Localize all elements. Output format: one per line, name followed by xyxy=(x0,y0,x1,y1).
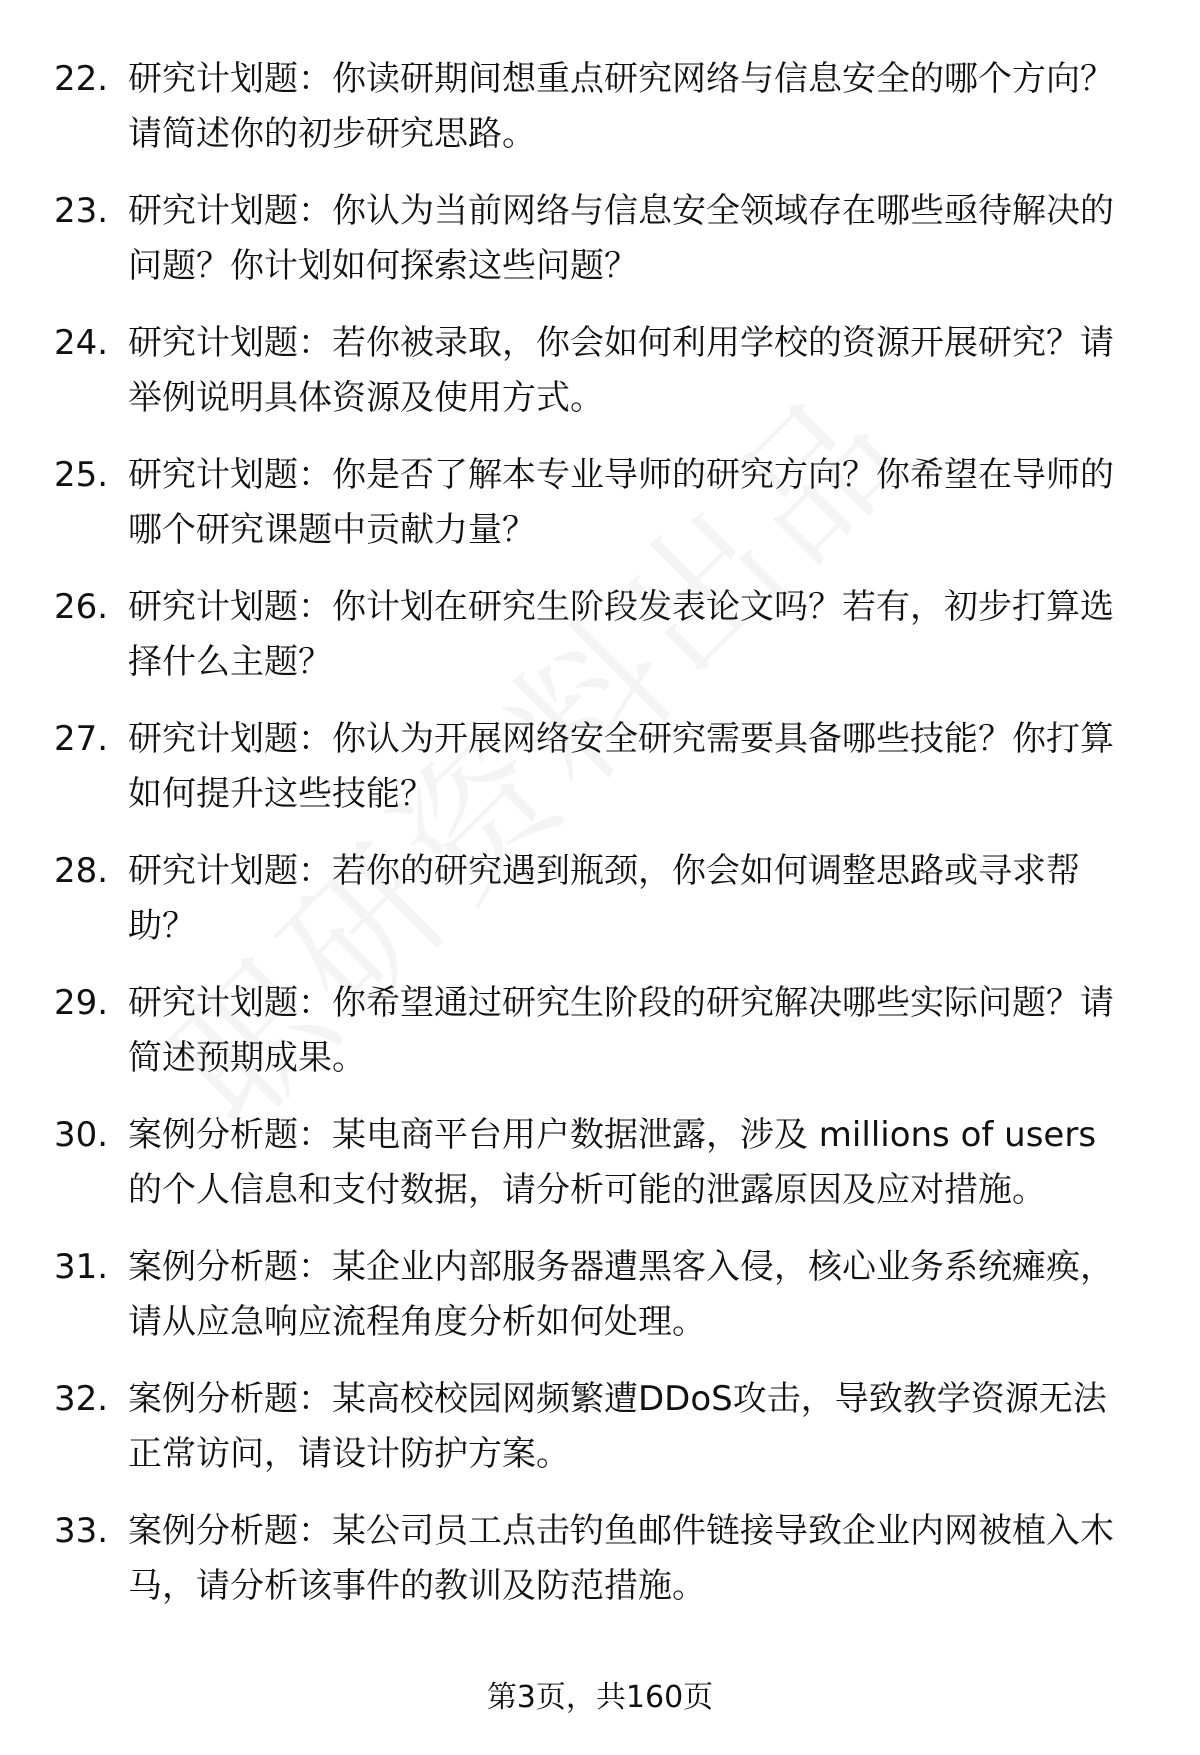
question-number: 24. xyxy=(54,323,109,363)
question-text: 研究计划题：你读研期间想重点研究网络与信息安全的哪个方向？请简述你的初步研究思路。 xyxy=(128,59,1114,154)
question-item xyxy=(0,184,1200,316)
question-item xyxy=(0,448,1200,580)
question-number: 22. xyxy=(54,59,109,99)
question-text: 研究计划题：你希望通过研究生阶段的研究解决哪些实际问题？请简述预期成果。 xyxy=(128,983,1114,1078)
question-item xyxy=(0,52,1200,184)
question-number: 25. xyxy=(54,455,109,495)
question-number: 32. xyxy=(54,1379,109,1419)
question-text: 研究计划题：你认为当前网络与信息安全领域存在哪些亟待解决的问题？你计划如何探索这些问题？ xyxy=(128,191,1114,286)
question-number: 31. xyxy=(54,1247,109,1287)
question-item xyxy=(0,844,1200,976)
page-number-footer: 第3页，共160页 xyxy=(486,1680,714,1715)
question-text: 案例分析题：某高校校园网频繁遭DDoS攻击，导致教学资源无法正常访问，请设计防护方案。 xyxy=(128,1379,1107,1474)
question-item xyxy=(0,1504,1200,1636)
question-number: 28. xyxy=(54,851,109,891)
question-number: 29. xyxy=(54,983,109,1023)
question-number: 33. xyxy=(54,1511,109,1551)
question-text: 研究计划题：你计划在研究生阶段发表论文吗？若有，初步打算选择什么主题？ xyxy=(128,587,1114,682)
question-item xyxy=(0,316,1200,448)
question-text: 案例分析题：某企业内部服务器遭黑客入侵，核心业务系统瘫痪，请从应急响应流程角度分析如何处理。 xyxy=(128,1247,1114,1342)
question-item xyxy=(0,580,1200,712)
question-text: 案例分析题：某电商平台用户数据泄露，涉及 millions of users 的个人信息和支付数据，请分析可能的泄露原因及应对措施。 xyxy=(128,1115,1097,1210)
question-number: 23. xyxy=(54,191,109,231)
question-text: 研究计划题：若你的研究遇到瓶颈，你会如何调整思路或寻求帮助？ xyxy=(128,851,1080,946)
question-item xyxy=(0,1240,1200,1372)
question-list xyxy=(0,52,1200,1636)
question-item xyxy=(0,1108,1200,1240)
question-item xyxy=(0,1372,1200,1504)
question-text: 研究计划题：你是否了解本专业导师的研究方向？你希望在导师的哪个研究课题中贡献力量？ xyxy=(128,455,1114,550)
question-number: 26. xyxy=(54,587,109,627)
question-number: 30. xyxy=(54,1115,109,1155)
question-item xyxy=(0,976,1200,1108)
question-text: 研究计划题：你认为开展网络安全研究需要具备哪些技能？你打算如何提升这些技能？ xyxy=(128,719,1114,814)
question-item xyxy=(0,712,1200,844)
question-text: 研究计划题：若你被录取，你会如何利用学校的资源开展研究？请举例说明具体资源及使用方式。 xyxy=(128,323,1114,418)
question-text: 案例分析题：某公司员工点击钓鱼邮件链接导致企业内网被植入木马，请分析该事件的教训及防范措施。 xyxy=(128,1511,1114,1606)
question-number: 27. xyxy=(54,719,109,759)
